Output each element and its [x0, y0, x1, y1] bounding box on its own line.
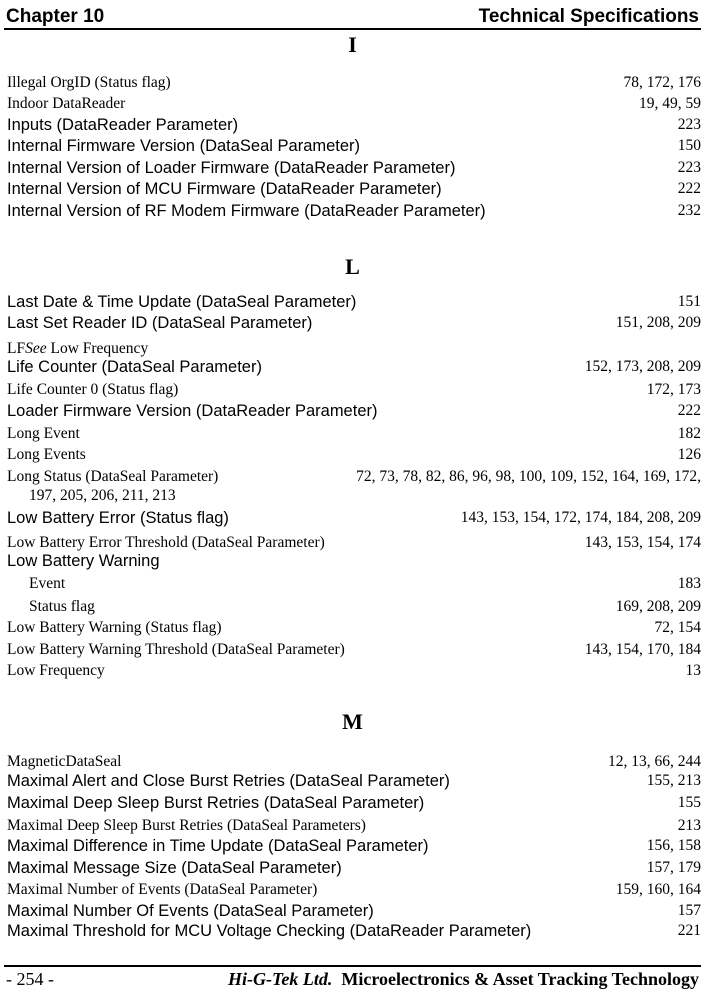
entry-pages: 223	[677, 116, 701, 133]
entry-pages: 232	[677, 202, 701, 219]
entry-term: Illegal OrgID (Status flag)	[7, 74, 171, 91]
entry-term: Maximal Number Of Events (DataSeal Parameter)	[7, 902, 374, 920]
entry-pages: 169, 208, 209	[615, 598, 701, 615]
entry-term: Low Battery Error Threshold (DataSeal Parameter)	[7, 534, 325, 551]
entry-pages: 143, 154, 170, 184	[584, 641, 701, 658]
entry-pages: 19, 49, 59	[639, 95, 701, 112]
entry-pages: 151, 208, 209	[615, 314, 701, 331]
section-letter-m: M	[342, 709, 363, 734]
entry-pages: 159, 160, 164	[615, 881, 701, 898]
entry-pages: 182	[677, 425, 701, 442]
entry-pages: 143, 153, 154, 172, 174, 184, 208, 209	[460, 509, 701, 526]
entry-term: Internal Version of MCU Firmware (DataReader Parameter)	[7, 180, 442, 198]
entry-term: Inputs (DataReader Parameter)	[7, 116, 239, 134]
entry-term: Maximal Difference in Time Update (DataSeal Parameter)	[7, 837, 429, 855]
entry-pages: 13	[685, 662, 701, 679]
entry-term: Long Status (DataSeal Parameter)	[7, 468, 219, 485]
entry-pages: 157	[677, 902, 701, 919]
entry-pages: 72, 154	[654, 619, 701, 636]
entry-term	[7, 340, 148, 358]
entry-pages: 222	[677, 402, 701, 419]
entry-term: Maximal Message Size (DataSeal Parameter)	[7, 859, 342, 877]
entry-pages: 151	[677, 293, 701, 310]
entry-pages: 222	[677, 180, 701, 197]
entry-term: Low Battery Error (Status flag)	[7, 509, 229, 527]
entry-term: Long Events	[7, 446, 86, 463]
entry-term: Low Battery Warning (Status flag)	[7, 619, 222, 636]
entry-term: Last Date & Time Update (DataSeal Parameter)	[7, 293, 357, 311]
entry-pages: 72, 73, 78, 82, 86, 96, 98, 100, 109, 152, 164, 169, 172,	[356, 468, 701, 485]
chapter-title: Technical Specifications	[478, 6, 699, 27]
entry-term: Life Counter 0 (Status flag)	[7, 381, 179, 398]
entry-term: Indoor DataReader	[7, 95, 126, 112]
entry-term: Maximal Number of Events (DataSeal Parameter)	[7, 881, 318, 898]
entry-pages: 12, 13, 66, 244	[608, 753, 701, 770]
section-letter-i: I	[348, 32, 357, 57]
page-footer	[4, 965, 701, 993]
entry-term: Long Event	[7, 425, 80, 442]
entry-term: Internal Version of Loader Firmware (DataReader Parameter)	[7, 159, 456, 177]
entry-pages: 157, 179	[646, 859, 701, 876]
entry-term: Event	[29, 575, 66, 592]
entry-term: Status flag	[29, 598, 95, 615]
entry-term: Loader Firmware Version (DataReader Parameter)	[7, 402, 378, 420]
entry-pages: 221	[677, 922, 701, 939]
entry-pages: 213	[677, 817, 701, 834]
section-letter-l: L	[345, 254, 360, 279]
entry-term: Maximal Deep Sleep Burst Retries (DataSeal Parameter)	[7, 794, 425, 812]
entry-term: Life Counter (DataSeal Parameter)	[7, 358, 262, 376]
entry-term: Low Battery Warning Threshold (DataSeal Parameter)	[7, 641, 345, 658]
entry-pages: 183	[677, 575, 701, 592]
see-label: See	[25, 340, 47, 357]
footer-company	[228, 969, 699, 990]
entry-term: MagneticDataSeal	[7, 753, 122, 770]
entry-term: Internal Version of RF Modem Firmware (DataReader Parameter)	[7, 202, 486, 220]
entry-term: Low Battery Warning	[7, 552, 160, 570]
entry-pages: 223	[677, 159, 701, 176]
entry-term: Last Set Reader ID (DataSeal Parameter)	[7, 314, 313, 332]
entry-pages: 155	[677, 794, 701, 811]
entry-term: Low Frequency	[7, 662, 105, 679]
see-target: Low Frequency	[46, 340, 149, 357]
entry-term: Internal Firmware Version (DataSeal Parameter)	[7, 137, 361, 155]
entry-pages-continued: 197, 205, 206, 211, 213	[29, 487, 176, 504]
entry-term: Maximal Deep Sleep Burst Retries (DataSeal Parameters)	[7, 817, 366, 834]
see-term: LF	[7, 340, 26, 357]
page-number: - 254 -	[6, 969, 54, 989]
chapter-label: Chapter 10	[6, 6, 105, 27]
entry-pages: 172, 173	[646, 381, 701, 398]
company-tagline: Microelectronics & Asset Tracking Technology	[341, 969, 699, 989]
entry-term: Maximal Alert and Close Burst Retries (DataSeal Parameter)	[7, 772, 450, 790]
entry-pages: 150	[677, 137, 701, 154]
company-name: Hi-G-Tek Ltd.	[228, 969, 333, 989]
page-header	[4, 4, 701, 30]
entry-pages: 126	[677, 446, 701, 463]
entry-pages: 155, 213	[646, 772, 701, 789]
entry-term: Maximal Threshold for MCU Voltage Checking (DataReader Parameter)	[7, 922, 532, 940]
entry-pages: 78, 172, 176	[623, 74, 701, 91]
entry-pages: 152, 173, 208, 209	[584, 358, 701, 375]
entry-pages: 143, 153, 154, 174	[584, 534, 701, 551]
entry-pages: 156, 158	[646, 837, 701, 854]
